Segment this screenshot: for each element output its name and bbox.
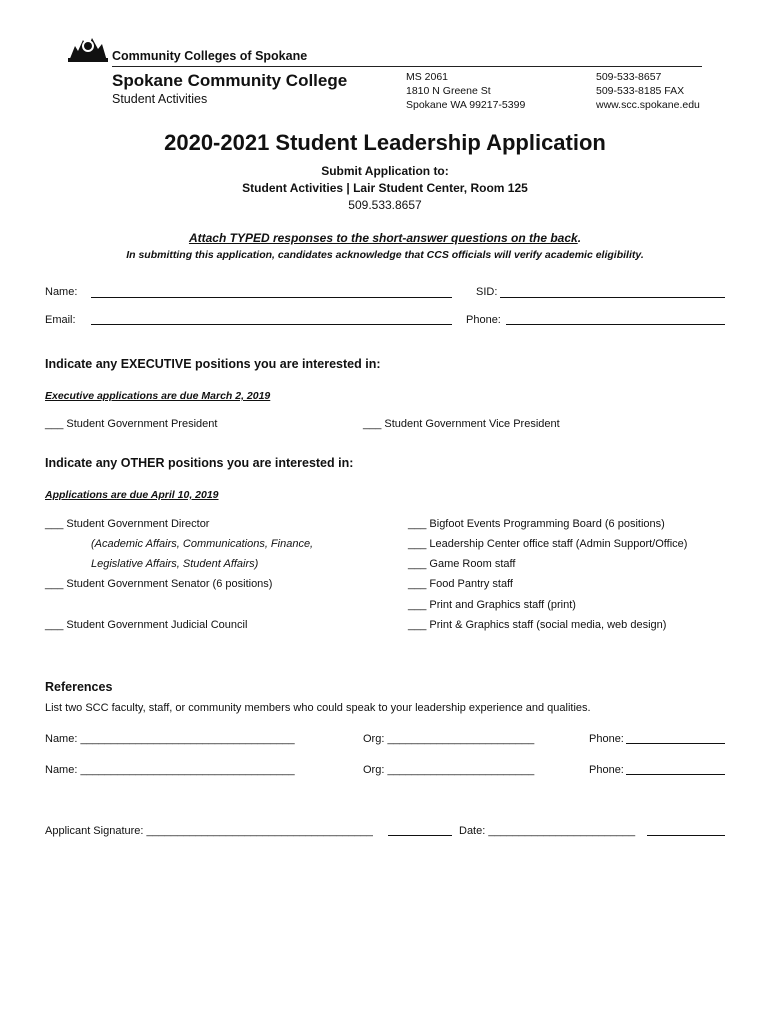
sid-field[interactable] (500, 297, 725, 298)
position-leadership-center[interactable]: ___ Leadership Center office staff (Admin Support/Office) (408, 538, 688, 550)
email-field[interactable] (91, 324, 452, 325)
address-line: Spokane WA 99217-5399 (406, 99, 526, 111)
signature-line-extension (388, 835, 452, 836)
attach-note-text: Attach TYPED responses to the short-answer questions on the back (188, 231, 578, 245)
address-line: 1810 N Greene St (406, 85, 491, 97)
email-label: Email: (45, 314, 76, 326)
department-name: Student Activities (112, 92, 208, 106)
reference-1-phone-label: Phone: (589, 733, 624, 745)
position-game-room[interactable]: ___ Game Room staff (408, 558, 516, 570)
date-line-extension (647, 835, 725, 836)
attach-note-period: . (577, 231, 582, 245)
college-name: Spokane Community College (112, 71, 348, 90)
reference-1-name[interactable]: Name: ___________________________________ (45, 733, 295, 745)
submit-phone: 509.533.8657 (348, 198, 422, 212)
position-vice-president[interactable]: ___ Student Government Vice President (363, 418, 560, 430)
contact-block (596, 70, 700, 112)
contact-fax: 509-533-8185 FAX (596, 85, 685, 97)
signature-field[interactable]: Applicant Signature: _____________________________________ (45, 825, 373, 837)
phone-field[interactable] (506, 324, 725, 325)
sid-label: SID: (476, 286, 498, 298)
phone-label: Phone: (466, 314, 501, 326)
name-label: Name: (45, 286, 78, 298)
other-due-date: Applications are due April 10, 2019 (45, 489, 219, 501)
contact-phone: 509-533-8657 (596, 71, 662, 83)
ccs-mountain-logo (68, 34, 108, 62)
position-print-graphics-print[interactable]: ___ Print and Graphics staff (print) (408, 599, 576, 611)
reference-1-phone-field[interactable] (626, 743, 725, 744)
reference-1-org[interactable]: Org: ________________________ (363, 733, 535, 745)
executive-due-date: Executive applications are due March 2, 2019 (45, 390, 271, 402)
position-food-pantry[interactable]: ___ Food Pantry staff (408, 578, 513, 590)
address-block (406, 70, 525, 112)
reference-2-phone-field[interactable] (626, 774, 725, 775)
header-rule (112, 66, 702, 67)
position-print-graphics-social[interactable]: ___ Print & Graphics staff (social media, web design) (408, 619, 667, 631)
eligibility-note: In submitting this application, candidates acknowledge that CCS officials will verify academic eligibility. (126, 249, 644, 261)
reference-2-org[interactable]: Org: ________________________ (363, 764, 535, 776)
reference-2-name[interactable]: Name: ___________________________________ (45, 764, 295, 776)
position-bigfoot-events[interactable]: ___ Bigfoot Events Programming Board (6 positions) (408, 518, 665, 530)
position-judicial-council[interactable]: ___ Student Government Judicial Council (45, 619, 248, 631)
director-areas-note: (Academic Affairs, Communications, Finance, (91, 538, 314, 550)
date-field[interactable]: Date: ________________________ (459, 825, 636, 837)
org-name: Community Colleges of Spokane (112, 49, 308, 63)
position-president[interactable]: ___ Student Government President (45, 418, 218, 430)
page-title: 2020-2021 Student Leadership Application (164, 130, 606, 155)
reference-2-phone-label: Phone: (589, 764, 624, 776)
references-heading: References (45, 680, 113, 694)
address-line: MS 2061 (406, 71, 449, 83)
submit-location: Student Activities | Lair Student Center, Room 125 (242, 181, 528, 195)
executive-heading: Indicate any EXECUTIVE positions you are interested in: (45, 357, 381, 371)
submit-heading: Submit Application to: (321, 164, 449, 178)
name-field[interactable] (91, 297, 452, 298)
position-director[interactable]: ___ Student Government Director (45, 518, 210, 530)
director-areas-note: Legislative Affairs, Student Affairs) (91, 558, 259, 570)
position-senator[interactable]: ___ Student Government Senator (6 positions) (45, 578, 273, 590)
other-heading: Indicate any OTHER positions you are interested in: (45, 456, 354, 470)
attach-note (0, 231, 770, 245)
references-instructions: List two SCC faculty, staff, or community members who could speak to your leadership experience and qualities. (45, 702, 591, 714)
contact-website: www.scc.spokane.edu (596, 99, 700, 111)
